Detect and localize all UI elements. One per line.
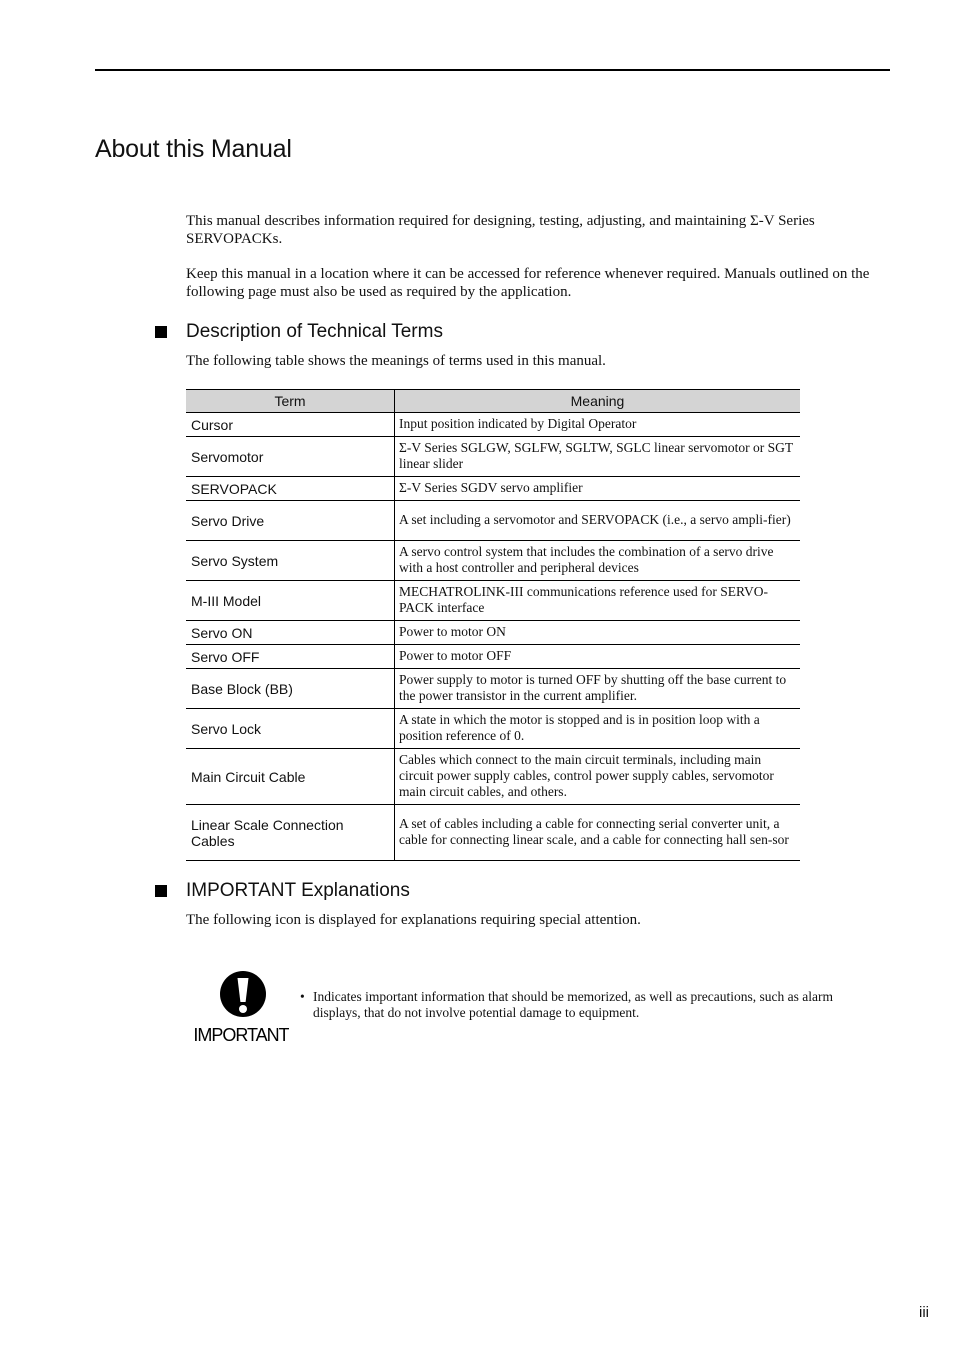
table-row [186,805,800,861]
meaning-cell: Power to motor OFF [395,645,801,669]
meaning-cell: Power to motor ON [395,621,801,645]
meaning-cell: A state in which the motor is stopped and is in position loop with a position reference of 0. [395,709,801,749]
meaning-cell: A servo control system that includes the combination of a servo drive with a host controller and peripheral devices [395,541,801,581]
terms-heading-text: Description of Technical Terms [186,321,443,342]
term-cell: Servo Drive [186,501,395,541]
terms-table [186,389,800,861]
table-row [186,477,800,501]
meaning-cell: Cables which connect to the main circuit terminals, including main circuit power supply cables, control power supply cables, servomotor main circuit cables, and others. [395,749,801,805]
term-cell: Linear Scale Connection Cables [186,805,395,861]
table-header-row [186,390,800,413]
square-bullet-icon [155,326,167,338]
term-cell: Servomotor [186,437,395,477]
important-icon-label: IMPORTANT [193,1025,289,1045]
meaning-cell: A set including a servomotor and SERVOPACK (i.e., a servo ampli-fier) [395,501,801,541]
important-section-heading [155,879,410,903]
term-cell: Servo OFF [186,645,395,669]
term-cell: Servo ON [186,621,395,645]
meaning-cell: MECHATROLINK-III communications reference used for SERVO-PACK interface [395,581,801,621]
important-bullet-item [300,989,840,1021]
column-header-term: Term [186,390,395,413]
term-cell: Main Circuit Cable [186,749,395,805]
table-row [186,621,800,645]
terms-lead-text: The following table shows the meanings of terms used in this manual. [186,353,606,369]
terms-section-heading [155,320,443,344]
important-lead-text: The following icon is displayed for explanations requiring special attention. [186,912,641,928]
table-row [186,581,800,621]
important-bullet-text: Indicates important information that should be memorized, as well as precautions, such as alarm displays, that do not involve potential damage to equipment. [313,989,833,1020]
table-row [186,749,800,805]
table-row [186,541,800,581]
meaning-cell: A set of cables including a cable for connecting serial converter unit, a cable for connecting linear scale, and a cable for connecting hall sen-sor [395,805,801,861]
bullet-dot-icon: • [300,989,305,1004]
table-row [186,709,800,749]
meaning-cell: Σ-V Series SGLGW, SGLFW, SGLTW, SGLC linear servomotor or SGT linear slider [395,437,801,477]
term-cell: Servo System [186,541,395,581]
table-row [186,669,800,709]
term-cell: M-III Model [186,581,395,621]
term-cell: Cursor [186,413,395,437]
meaning-cell: Power supply to motor is turned OFF by shutting off the base current to the power transistor in the current amplifier. [395,669,801,709]
term-cell: SERVOPACK [186,477,395,501]
column-header-meaning: Meaning [395,390,801,413]
page-number: iii [919,1304,929,1321]
meaning-cell: Σ-V Series SGDV servo amplifier [395,477,801,501]
header-rule [95,69,890,71]
table-row [186,437,800,477]
page-title: About this Manual [95,135,292,163]
table-row [186,501,800,541]
meaning-cell: Input position indicated by Digital Operator [395,413,801,437]
intro-paragraph-2: Keep this manual in a location where it can be accessed for reference whenever required. Manuals outlined on the following page must also be used as required by the application. [186,266,870,300]
term-cell: Base Block (BB) [186,669,395,709]
important-heading-text: IMPORTANT Explanations [186,880,410,901]
table-row [186,645,800,669]
table-row [186,413,800,437]
intro-paragraph-1: This manual describes information required for designing, testing, adjusting, and maintaining Σ-V Series SERVOPACKs. [186,213,815,247]
square-bullet-icon [155,885,167,897]
term-cell: Servo Lock [186,709,395,749]
important-exclamation-icon [193,970,289,1046]
